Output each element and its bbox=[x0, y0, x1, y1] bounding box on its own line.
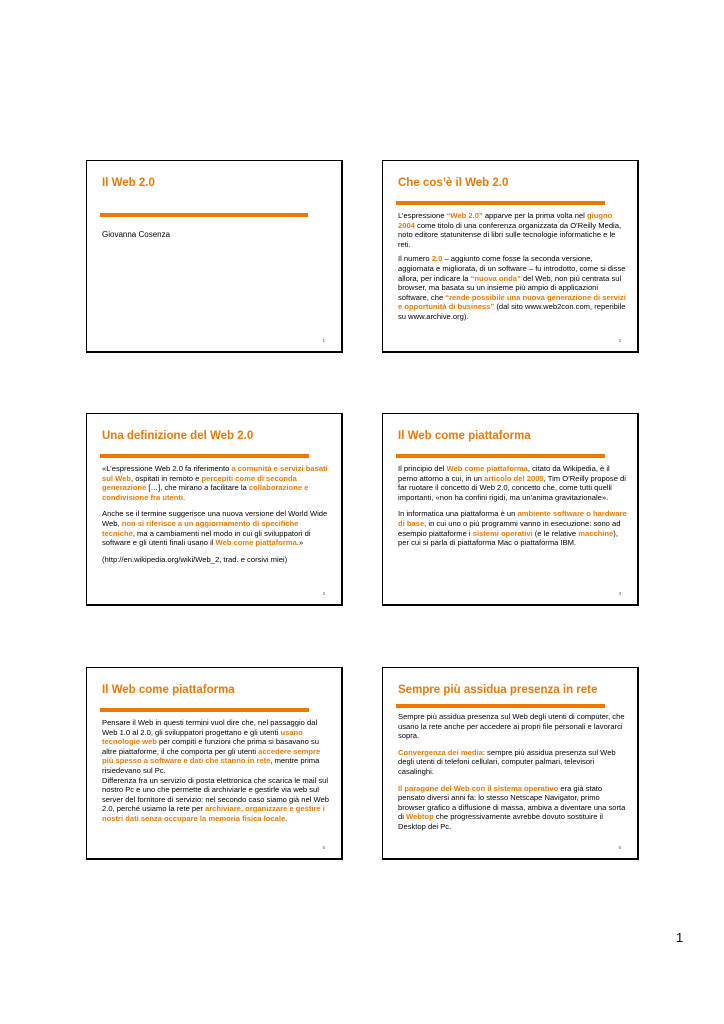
slide-number: 5 bbox=[322, 845, 325, 850]
slide-title: Che cos’è il Web 2.0 bbox=[398, 177, 509, 189]
text-run: , ma a cambiamenti nel modo in cui gli sviluppatori di software e gli utenti finali usano il bbox=[102, 528, 311, 548]
text-run: . bbox=[183, 492, 186, 502]
highlight-text: a comunità e servizi basati sul Web bbox=[102, 464, 328, 483]
text-run: : sempre più assidua presenza sul Web degli utenti di telefoni cellulari, computer palmari, televisori casalinghi. bbox=[398, 747, 616, 776]
text-run: – aggiunto come fosse la seconda versione, aggiornata e migliorata, di un software – fu introdotto, come si disse allora, per indicare la bbox=[398, 254, 626, 283]
title-underline bbox=[396, 704, 605, 708]
text-run: L’espressione bbox=[398, 211, 447, 220]
paragraph bbox=[398, 254, 627, 321]
slide-number: 2 bbox=[618, 338, 621, 343]
slide-body bbox=[398, 712, 627, 837]
text-run: , mentre prima risiedevano sul Pc. bbox=[102, 756, 320, 775]
highlight-text: accedere sempre più spesso a software e dati che stanno in rete bbox=[102, 746, 321, 766]
text-run: del Web, non più centrata sul browser, ma basata su un insieme più ampio di applicazioni software, che bbox=[398, 273, 622, 302]
highlight-text: Convergenza dei media bbox=[398, 747, 483, 757]
text-run: , citato da Wikipedia, è il perno attorno a cui, in un bbox=[398, 464, 610, 483]
slide-title: Il Web come piattaforma bbox=[398, 430, 531, 442]
title-underline bbox=[100, 213, 308, 217]
text-run: , Tim O’Reilly propose di far ruotare il concetto di Web 2.0, concetto che, come tutti quelli importanti, «non ha confini rigidi, ma un’anima gravitazionale». bbox=[398, 473, 626, 502]
highlight-text: Il paragone del Web con il sistema operativo bbox=[398, 783, 559, 793]
slide-number: 4 bbox=[618, 591, 621, 596]
slide-title: Una definizione del Web 2.0 bbox=[102, 430, 254, 442]
highlight-text: archiviare, organizzare e gestire i nostri dati senza occupare la memoria fisica locale bbox=[102, 804, 325, 823]
text-run: . bbox=[285, 813, 288, 823]
slide-title: Sempre più assidua presenza in rete bbox=[398, 684, 598, 696]
slide-4 bbox=[382, 413, 639, 606]
text-run: (e le relative bbox=[532, 528, 579, 538]
slide-title: Il Web come piattaforma bbox=[102, 684, 235, 696]
text-run: Il principio del bbox=[398, 464, 447, 473]
slide-title: Il Web 2.0 bbox=[102, 177, 155, 189]
text-run: Il numero bbox=[398, 254, 432, 264]
paragraph bbox=[102, 776, 331, 824]
highlight-text: macchine bbox=[578, 528, 614, 538]
highlight-text: percepiti come di seconda generazione bbox=[102, 473, 297, 493]
text-run: In informatica una piattaforma è un bbox=[398, 509, 518, 519]
highlight-text: 2.0 bbox=[431, 254, 443, 264]
text-run: .» bbox=[296, 538, 304, 548]
author-name: Giovanna Cosenza bbox=[102, 230, 171, 239]
slide-5 bbox=[86, 667, 343, 860]
text-run: Pensare il Web in questi termini vuol dire che, nel passaggio dal Web 1.0 al 2.0, gli sviluppatori progettano e gli utenti bbox=[102, 718, 318, 737]
title-underline bbox=[100, 708, 309, 712]
slide-body bbox=[102, 464, 331, 569]
text-run: apparve per la prima volta nel bbox=[482, 211, 587, 220]
slide-1 bbox=[86, 160, 343, 353]
highlight-text: collaborazione e condivisione fra utenti bbox=[102, 483, 309, 502]
text-run: Differenza fra un servizio di posta elettronica che scarica le mail sul nostro Pc e uno che permette di archiviarle e gestirle via web sul server del fornitore di servizio: nel secondo caso siamo già nel Web 2.0, perché usiamo la rete per bbox=[102, 775, 329, 814]
paragraph bbox=[102, 509, 331, 547]
highlight-text: non si riferisce a un aggiornamento di specifiche tecniche bbox=[102, 518, 299, 538]
highlight-text: “nuova onda” bbox=[470, 273, 521, 283]
text-run: che progressivamente avrebbe dovuto sostituire il Desktop dei Pc. bbox=[398, 812, 603, 831]
text-run: come titolo di una conferenza organizzata da O'Reilly Media, noto editore statunitense di libri sulle tecnologie informatiche e le reti. bbox=[398, 220, 622, 249]
title-underline bbox=[396, 201, 605, 205]
highlight-text: Web come piattaforma bbox=[446, 464, 528, 473]
slide-2 bbox=[382, 160, 639, 353]
text-run: […], che mirano a facilitare la bbox=[146, 483, 249, 493]
highlight-text: giugno 2004 bbox=[398, 211, 613, 230]
slide-number: 1 bbox=[322, 338, 325, 343]
slide-6 bbox=[382, 667, 639, 860]
highlight-text: usano tecnologie web bbox=[102, 727, 303, 747]
slide-body bbox=[102, 718, 331, 824]
paragraph bbox=[398, 748, 627, 777]
paragraph bbox=[102, 718, 331, 776]
page-number: 1 bbox=[676, 930, 684, 945]
text-run: «L’espressione Web 2.0 fa riferimento bbox=[102, 464, 232, 473]
text-run: Anche se il termine suggerisce una nuova versione del World Wide Web, bbox=[102, 509, 328, 528]
slide-body bbox=[398, 211, 627, 327]
highlight-text: articolo del 2005 bbox=[484, 473, 544, 483]
paragraph: Sempre più assidua presenza sul Web degli utenti di computer, che usano la rete anche per accedere ai propri file personali e lavorarci sopra. bbox=[398, 712, 625, 741]
text-run: ), per cui si parla di piattaforma Mac o piattaforma IBM. bbox=[398, 528, 618, 548]
text-run: , ospitati in remoto e bbox=[130, 473, 202, 483]
title-underline bbox=[100, 454, 309, 458]
source-citation: (http://en.wikipedia.org/wiki/Web_2, trad. e corsivi miei) bbox=[102, 554, 288, 564]
paragraph bbox=[398, 509, 627, 547]
slide-body bbox=[398, 464, 627, 553]
slide-number: 6 bbox=[618, 845, 621, 850]
highlight-text: “Web 2.0” bbox=[446, 211, 483, 220]
slide-number: 3 bbox=[322, 591, 325, 596]
slide-3 bbox=[86, 413, 343, 606]
highlight-text: sistemi operativi bbox=[472, 528, 533, 538]
highlight-text: Web come piattaforma bbox=[215, 538, 297, 548]
text-run: (dal sito www.web2con.com, reperibile su www.archive.org). bbox=[398, 302, 626, 321]
highlight-text: Webtop bbox=[406, 812, 434, 822]
paragraph bbox=[398, 464, 627, 502]
paragraph bbox=[398, 784, 627, 832]
title-underline bbox=[396, 454, 605, 458]
paragraph bbox=[398, 211, 627, 249]
text-run: , in cui uno o più programmi vanno in esecuzione: sono ad esempio piattaforme i bbox=[398, 518, 621, 538]
text-run: era già stato pensato diversi anni fa: lo stesso Netscape Navigator, primo browser grafico a diffusione di massa, ambiva a diventare una sorta di bbox=[398, 783, 626, 822]
highlight-text: ambiente software o hardware di base bbox=[398, 509, 627, 528]
text-run: per compiti e funzioni che prima si basavano su altre piattaforme, il che comporta per gli utenti bbox=[102, 737, 319, 756]
highlight-text: “rende possibile una nuova generazione di servizi e opportunità di business” bbox=[398, 292, 626, 312]
paragraph bbox=[102, 464, 331, 502]
